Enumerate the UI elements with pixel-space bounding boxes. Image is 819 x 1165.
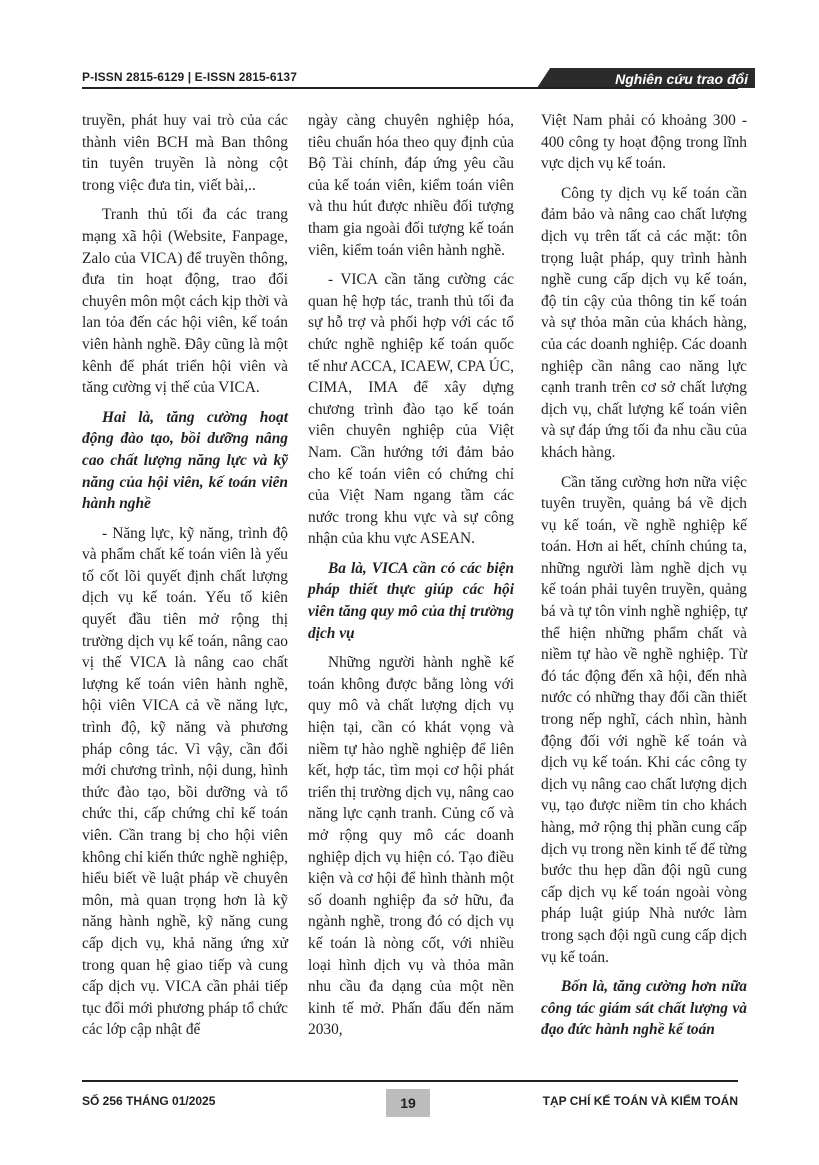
- page-number: 19: [386, 1089, 430, 1117]
- paragraph: Công ty dịch vụ kế toán cần đảm bảo và nâng cao chất lượng dịch vụ trên tất cả các mặt: tôn trọng luật pháp, quy trình hành nghề cung cấp dịch vụ kế toán, độ tin cậy của thông tin kế toán và sự thỏa mãn của khách hàng, của các doanh nghiệp. Các doanh nghiệp cần nâng cao năng lực cạnh tranh trên cơ sở chất lượng dịch vụ, chất lượng kế toán viên và sự đáp ứng tối đa nhu cầu của khách hàng.: [541, 184, 747, 461]
- paragraph: - Năng lực, kỹ năng, trình độ và phẩm chất kế toán viên là yếu tố cốt lõi quyết định chất lượng dịch vụ kế toán. Yếu tố kiên quyết đầu tiên mở rộng thị trường dịch vụ kế toán, nâng cao vị thế VICA là nâng cao chất lượng kế toán viên hành nghề, hội viên VICA cả về năng lực, trình độ, kỹ năng và phương pháp công tác. Vì vậy, cần đổi mới chương trình, nội dung, hình thức đào tạo, bồi dưỡng và tổ chức thi, cấp chứng chỉ kế toán viên. Cần trang bị cho hội viên không chỉ kiến thức nghề nghiệp, hiểu biết về luật pháp về chuyên môn, mà quan trọng hơn là kỹ năng hành nghề, kỹ năng cung cấp dịch vụ, khả năng ứng xử trong quan hệ giao tiếp và cung cấp dịch vụ. VICA cần phải tiếp tục đổi mới phương pháp tổ chức các lớp cập nhật để: [82, 524, 288, 1039]
- column-3: [541, 110, 747, 1049]
- section-heading: Ba là, VICA cần có các biện pháp thiết thực giúp các hội viên tăng quy mô của thị trường dịch vụ: [308, 559, 514, 642]
- footer-rule: [82, 1080, 738, 1082]
- section-heading: Hai là, tăng cường hoạt động đào tạo, bồi dưỡng nâng cao chất lượng năng lực và kỹ năng của hội viên, kế toán viên hành nghề: [82, 408, 288, 513]
- section-heading: Bốn là, tăng cường hơn nữa công tác giám sát chất lượng và đạo đức hành nghề kế toán: [541, 978, 747, 1039]
- issue-label: SỐ 256 THÁNG 01/2025: [82, 1094, 216, 1108]
- paragraph: Việt Nam phải có khoảng 300 - 400 công ty hoạt động trong lĩnh vực dịch vụ kế toán.: [541, 112, 747, 173]
- header-rule: [82, 87, 738, 89]
- journal-name: TẠP CHÍ KẾ TOÁN VÀ KIỂM TOÁN: [542, 1094, 738, 1108]
- paragraph: ngày càng chuyên nghiệp hóa, tiêu chuẩn hóa theo quy định của Bộ Tài chính, đáp ứng yêu cầu của kế toán viên, kiểm toán viên và thu hút được nhiều đối tượng tham gia ngoài đối tượng kế toán viên, kiểm toán viên hành nghề.: [308, 112, 514, 259]
- paragraph: Những người hành nghề kế toán không được bằng lòng với quy mô và chất lượng dịch vụ hiện tại, cần có khát vọng và niềm tự hào nghề nghiệp để liên kết, hợp tác, tìm mọi cơ hội phát triển thị trường dịch vụ, nâng cao năng lực cạnh tranh. Củng cố và mở rộng quy mô các doanh nghiệp dịch vụ hiện có. Tạo điều kiện và cơ hội để hình thành một số doanh nghiệp đa sở hữu, đa ngành nghề, trong đó có dịch vụ kế toán là nòng cốt, với nhiều loại hình dịch vụ và thỏa mãn nhu cầu đa dạng của một nền kinh tế mở. Phấn đấu đến năm 2030,: [308, 654, 514, 1039]
- paragraph: Cần tăng cường hơn nữa việc tuyên truyền, quảng bá về dịch vụ kế toán, về nghề nghiệp kế toán. Hơn ai hết, chính chúng ta, những người làm nghề dịch vụ kế toán phải tuyên truyền, quảng bá và tự tôn vinh nghề nghiệp, tự thể hiện những phẩm chất và niềm tự hào về nghề nghiệp. Từ đó tác động đến xã hội, đến nhà nước có những thay đổi cần thiết trong nếp nghĩ, cách nhìn, hành động đối với nghề kế toán và dịch vụ kế toán. Khi các công ty dịch vụ nâng cao chất lượng dịch vụ, tạo được niềm tin cho khách hàng, mở rộng thị phần cung cấp dịch vụ trong nền kinh tế để từng bước thu hẹp dần đội ngũ cung cấp dịch vụ kế toán ngoài vòng pháp luật giúp Nhà nước làm trong sạch đội ngũ cung cấp dịch vụ kế toán.: [541, 473, 747, 966]
- issn-label: P-ISSN 2815-6129 | E-ISSN 2815-6137: [82, 70, 297, 84]
- paragraph: truyền, phát huy vai trò của các thành viên BCH mà Ban thông tin tuyên truyền là nòng cột trong việc đưa tin, viết bài,..: [82, 112, 288, 194]
- section-title: Nghiên cứu trao đổi: [615, 71, 748, 87]
- paragraph: Tranh thủ tối đa các trang mạng xã hội (Website, Fanpage, Zalo của VICA) để truyền thông, đưa tin hoạt động, trao đổi chuyên môn một cách kịp thời và lan tỏa đến các hội viên, kế toán viên hành nghề. Đây cũng là một kênh để phát triển hội viên và tăng cường vị thế của VICA.: [82, 206, 288, 397]
- column-2: [308, 110, 514, 1049]
- paragraph: - VICA cần tăng cường các quan hệ hợp tác, tranh thủ tối đa sự hỗ trợ và phối hợp với các tổ chức nghề nghiệp kế toán quốc tế như ACCA, ICAEW, CPA ÚC, CIMA, IMA để xây dựng chương trình đào tạo kế toán viên chuyên nghiệp của Việt Nam. Cần hướng tới đảm bảo cho kế toán viên có chứng chỉ của Việt Nam ngang tầm các nước trong khu vực và sự công nhận của khu vực ASEAN.: [308, 271, 514, 548]
- column-1: [82, 110, 288, 1049]
